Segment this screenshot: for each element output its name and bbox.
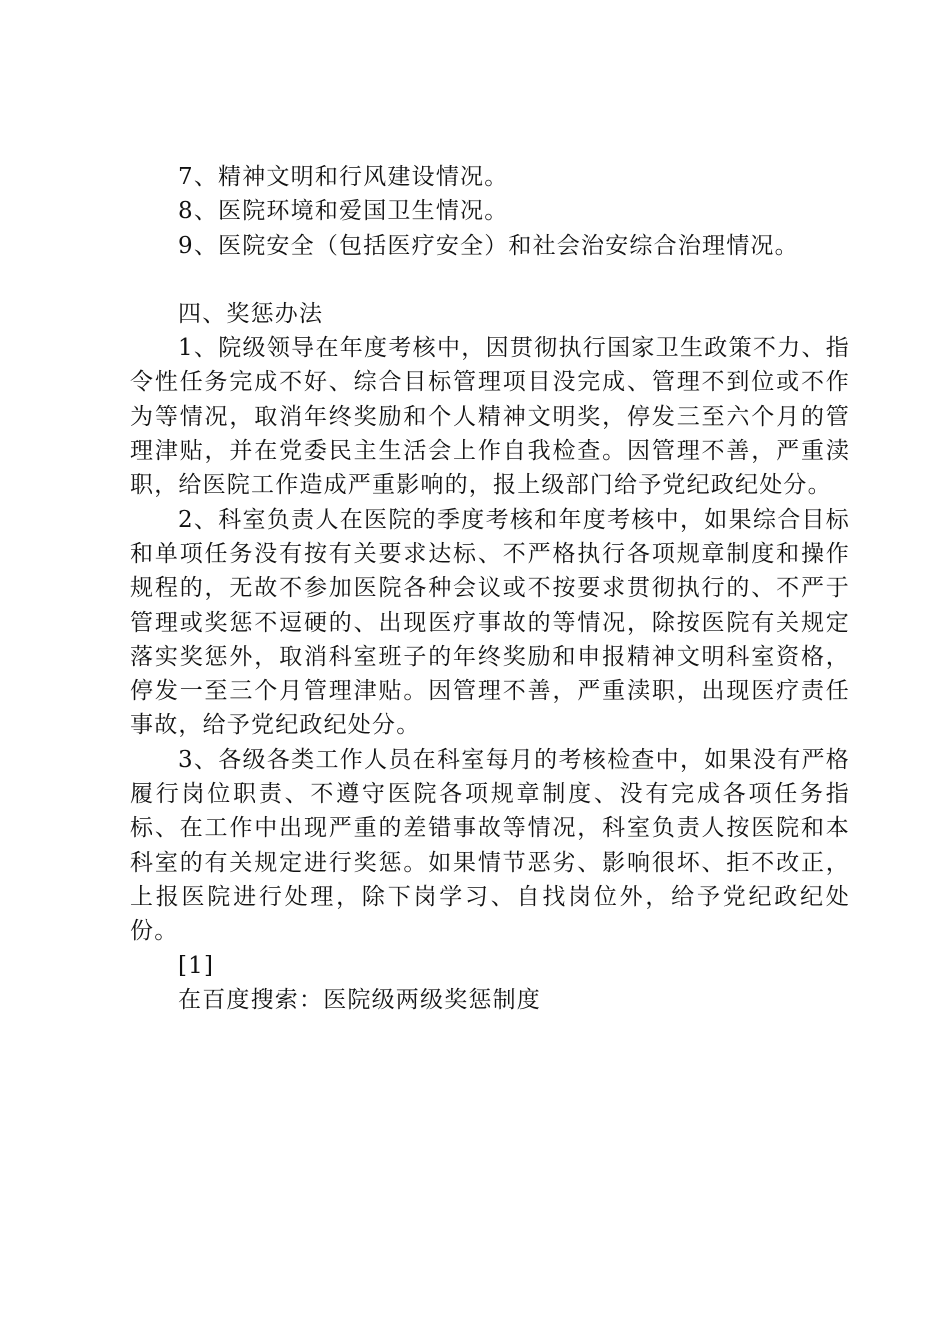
footnote-reference: [1] bbox=[178, 952, 215, 979]
document-body bbox=[130, 160, 850, 1017]
list-item-7: 7、精神文明和行风建设情况。 bbox=[178, 164, 509, 190]
list-item-9: 9、医院安全（包括医疗安全）和社会治安综合治理情况。 bbox=[178, 232, 799, 259]
paragraph-1: 1、院级领导在年度考核中，因贯彻执行国家卫生政策不力、指令性任务完成不好、综合目标管理项目没完成、管理不到位或不作为等情况，取消年终奖励和个人精神文明奖，停发三至六个月的管理津贴，并在党委民主生活会上作自我检查。因管理不善，严重渎职，给医院工作造成严重影响的，报上级部门给予党纪政纪处分。 bbox=[130, 335, 850, 499]
search-hint-text: 在百度搜索：医院级两级奖惩制度 bbox=[178, 986, 541, 1013]
list-item-8: 8、医院环境和爱国卫生情况。 bbox=[178, 198, 509, 225]
paragraph-2: 2、科室负责人在医院的季度考核和年度考核中，如果综合目标和单项任务没有按有关要求达标、不严格执行各项规章制度和操作规程的，无故不参加医院各种会议或不按要求贯彻执行的、不严于管理或奖惩不逗硬的、出现医疗事故的等情况，除按医院有关规定落实奖惩外，取消科室班子的年终奖励和申报精神文明科室资格，停发一至三个月管理津贴。因管理不善，严重渎职，出现医疗责任事故，给予党纪政纪处分。 bbox=[130, 506, 850, 739]
section-heading: 四、奖惩办法 bbox=[178, 300, 324, 327]
paragraph-3: 3、各级各类工作人员在科室每月的考核检查中，如果没有严格履行岗位职责、不遵守医院各项规章制度、没有完成各项任务指标、在工作中出现严重的差错事故等情况，科室负责人按医院和本科室的有关规定进行奖惩。如果情节恶劣、影响很坏、拒不改正，上报医院进行处理，除下岗学习、自找岗位外，给予党纪政纪处份。 bbox=[130, 746, 850, 945]
